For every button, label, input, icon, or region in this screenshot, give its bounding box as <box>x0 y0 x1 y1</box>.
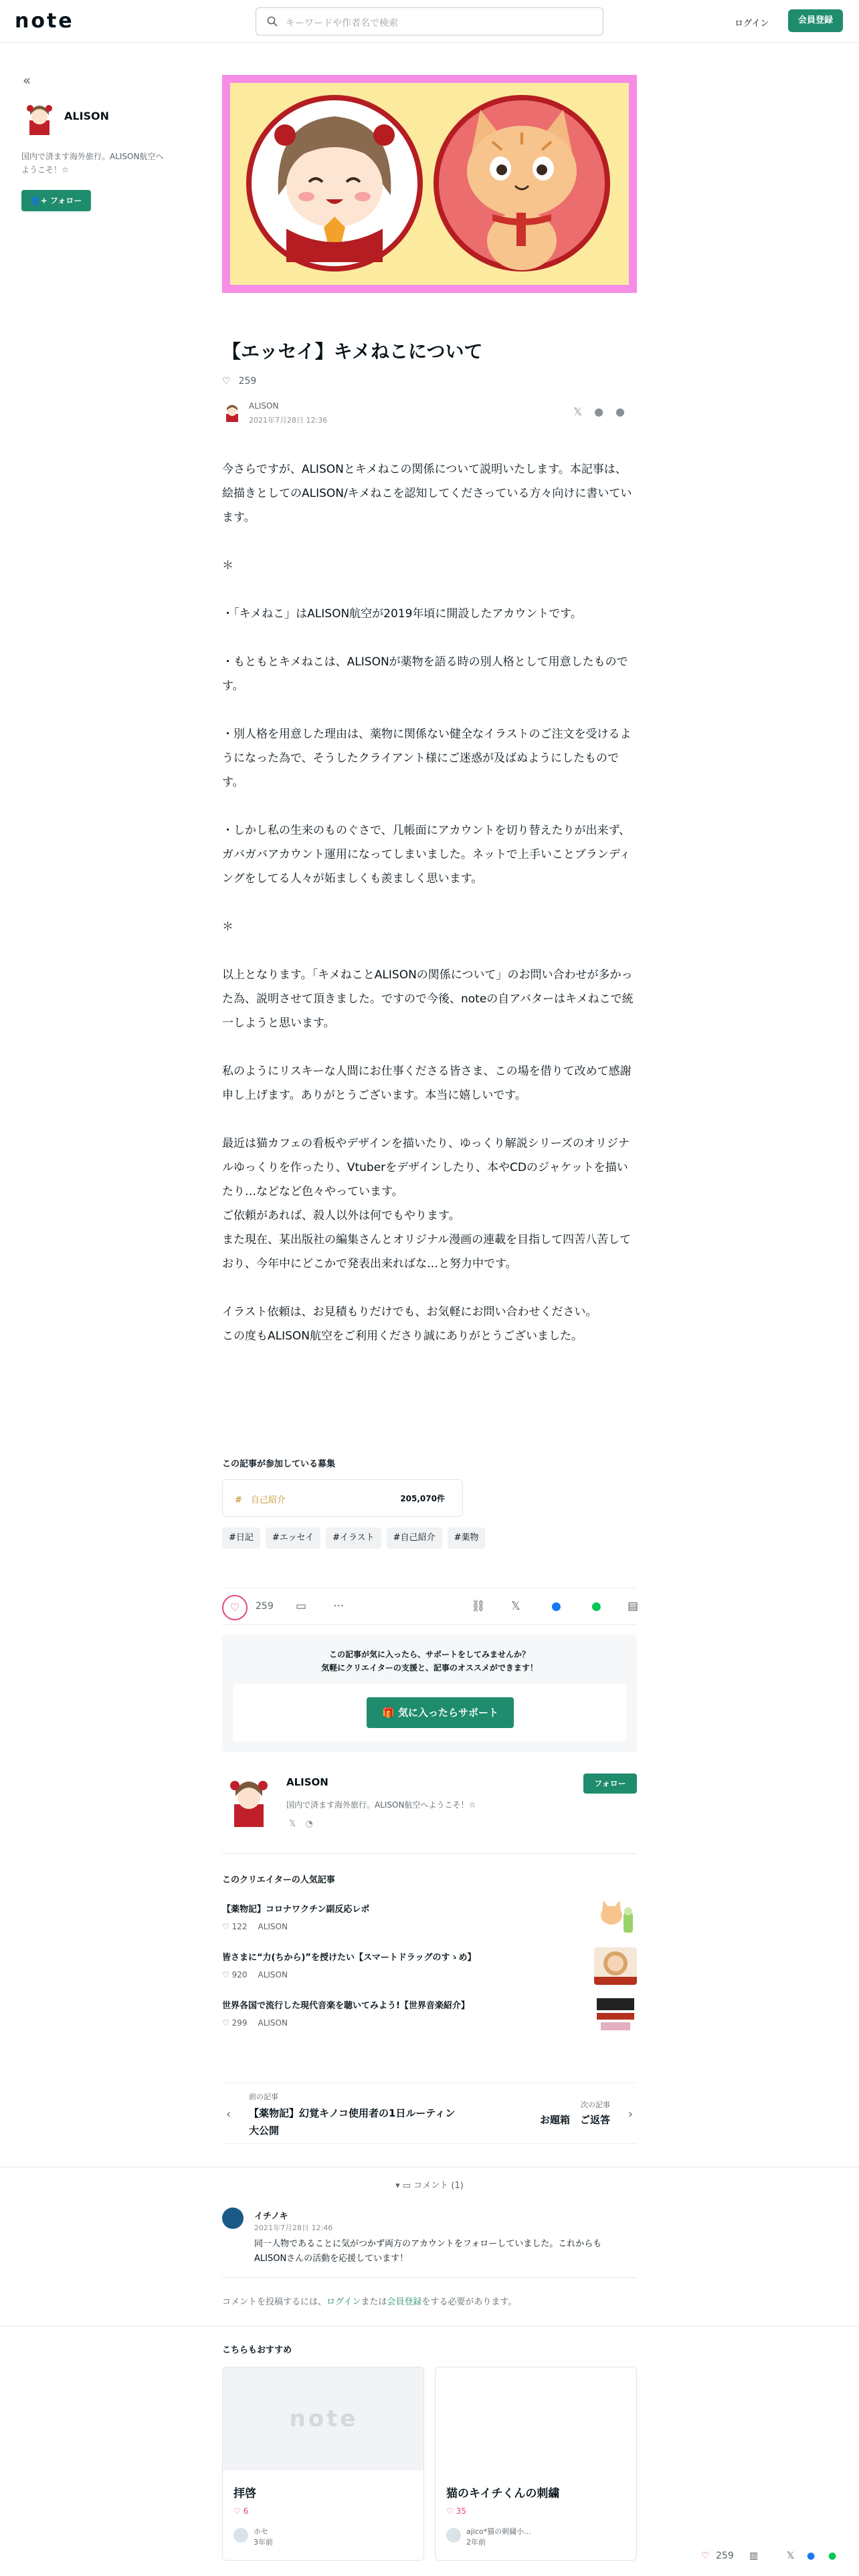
chevron-right-icon[interactable]: › <box>628 2107 633 2121</box>
prev-label: 前の記事 <box>249 2092 278 2101</box>
creator-name[interactable]: ALISON <box>64 110 110 122</box>
popular-title: 【薬物記】コロナワクチン副反応レポ <box>222 1905 370 1915</box>
magazine-icon[interactable]: ▥ <box>749 2551 759 2561</box>
support-line-1: この記事が気に入ったら、サポートをしてみませんか？ <box>328 1650 530 1659</box>
search-icon <box>267 16 278 27</box>
follow-button[interactable]: フォロー <box>583 1774 637 1794</box>
floating-action-bar <box>701 2548 859 2568</box>
recommend-card[interactable] <box>222 2367 424 2561</box>
popular-meta <box>222 2018 288 2028</box>
paragraph: ・しかし私の生来のものぐさで、几帳面にアカウントを切り替えたりが出来ず、ガバガバアカウント運用になってしまいました。ネットで上手いことブランディングをしてる人々が妬ましくも羨ましく思います。 <box>222 824 631 885</box>
note-text: または <box>361 2297 387 2307</box>
popular-likes: 920 <box>231 1970 248 1979</box>
prev-next-nav <box>222 2082 637 2144</box>
card-image <box>436 2367 637 2470</box>
login-link[interactable]: ログイン <box>326 2297 361 2307</box>
floating-like-count: 259 <box>716 2551 734 2561</box>
card-age: 2年前 <box>466 2538 486 2547</box>
support-box <box>222 1634 637 1752</box>
comments-section <box>0 2167 859 2327</box>
heart-icon: ♡ <box>222 1922 232 1931</box>
x-share-icon[interactable]: 𝕏 <box>787 2551 795 2561</box>
search-input[interactable] <box>256 7 603 35</box>
recommend-card[interactable] <box>435 2367 637 2561</box>
card-author-avatar <box>233 2528 248 2543</box>
paragraph: 最近は猫カフェの看板やデザインを描いたり、ゆっくり解説シリーズのオリジナルゆっくりを作ったり、Vtuberをデザインしたり、本やCDのジャケットを描いたり…などなど色々やっています。 ご依頼があれば、殺人以外は何でもやります。 また現在、某出版社の編集さんとオリジナル漫画の連載を目指して四苦八苦しており、今年中にどこかで発表出来ればな…と努力中です。 <box>222 1137 632 1271</box>
paragraph: 以上となります。「キメねことALISONの関係について」のお問い合わせが多かった為、説明させて頂きました。ですので今後、noteの自アバターはキメねこで統一しようと思います。 <box>222 968 634 1030</box>
popular-thumbnail <box>594 1899 637 1937</box>
action-bar <box>222 1588 637 1625</box>
magazine-count: 205,070件 <box>400 1494 445 1503</box>
creator-bio: 国内で済ます海外旅行。ALISON航空へようこそ！☆ <box>286 1800 476 1810</box>
card-author-avatar <box>446 2528 461 2543</box>
popular-article[interactable] <box>222 1996 637 2044</box>
popular-heading: このクリエイターの人気記事 <box>222 1875 335 1885</box>
author-name[interactable]: ALISON <box>249 401 279 411</box>
popular-author: ALISON <box>258 1970 288 1979</box>
hashtag[interactable]: #日記 <box>222 1527 260 1549</box>
like-count: 259 <box>256 1601 274 1612</box>
popular-article[interactable] <box>222 1899 637 1947</box>
support-panel <box>233 1684 626 1741</box>
like-count: 259 <box>238 376 257 387</box>
line-share-icon[interactable]: ● <box>828 2551 837 2561</box>
facebook-share-icon[interactable]: ● <box>594 405 616 418</box>
more-icon[interactable]: ··· <box>333 1600 345 1613</box>
creator-avatar[interactable] <box>21 100 58 136</box>
commenter-name[interactable]: イチノキ <box>254 2212 288 2222</box>
share-icons <box>573 405 637 418</box>
hashtag-list <box>222 1527 490 1549</box>
signup-button[interactable]: 会員登録 <box>788 9 843 32</box>
card-age: 3年前 <box>254 2538 273 2547</box>
line-share-icon[interactable]: ● <box>591 1600 601 1613</box>
x-share-icon[interactable]: 𝕏 <box>511 1600 520 1613</box>
article-likes[interactable] <box>222 376 256 387</box>
follow-button[interactable] <box>21 190 91 211</box>
heart-icon: ♡ <box>446 2506 456 2516</box>
support-button-label: 気に入ったらサポート <box>397 1707 498 1719</box>
login-link[interactable]: ログイン <box>735 19 769 29</box>
paragraph: 今さらですが、ALISONとキメねこの関係について説明いたします。本記事は、絵描きとしてのALISON/キメねこを認知してくださっている方々向けに書いています。 <box>222 463 632 524</box>
magazine-label: この記事が参加している募集 <box>222 1459 336 1469</box>
popular-author: ALISON <box>258 2018 288 2028</box>
recommend-section <box>0 2326 859 2576</box>
author-row <box>222 400 637 429</box>
author-avatar[interactable] <box>222 403 242 423</box>
follow-icon: 👤+ <box>30 196 50 205</box>
hashtag[interactable]: #薬物 <box>448 1527 486 1549</box>
hashtag[interactable]: #イラスト <box>326 1527 381 1549</box>
paragraph: イラスト依頼は、お見積もりだけでも、お気軽にお問い合わせください。 この度もALISON航空をご利用くださり誠にありがとうございました。 <box>222 1305 597 1343</box>
popular-article[interactable] <box>222 1947 637 1996</box>
paragraph: 私のようにリスキーな人間にお仕事くださる皆さま、この場を借りて改めて感謝申し上げます。ありがとうございます。本当に嬉しいです。 <box>222 1065 632 1102</box>
article-body <box>222 457 637 1372</box>
card-like-count: 35 <box>456 2506 466 2516</box>
card-title: 拝啓 <box>233 2487 256 2500</box>
rss-icon[interactable]: ◔ <box>305 1819 322 1829</box>
article-title: 【エッセイ】キメねこについて <box>222 340 483 362</box>
recommend-heading: こちらもおすすめ <box>222 2345 292 2355</box>
popular-likes: 299 <box>231 2018 248 2028</box>
comments-heading: コメント (1) <box>413 2181 464 2191</box>
article-header-image <box>222 75 637 293</box>
card-title: 猫のキイチくんの刺繍 <box>446 2487 560 2500</box>
popular-meta <box>222 1922 288 1931</box>
divider <box>222 2277 637 2278</box>
comment-icon[interactable]: ▭ <box>296 1600 307 1613</box>
heart-icon: ♡ <box>233 2506 244 2516</box>
note-text: コメントを投稿するには、 <box>222 2297 327 2307</box>
popular-meta <box>222 1970 288 1979</box>
heart-icon[interactable]: ♡ <box>701 2551 710 2561</box>
magazine-card[interactable] <box>222 1479 463 1517</box>
heart-icon: ♡ <box>222 376 231 387</box>
card-likes <box>233 2506 248 2516</box>
popular-title: 皆さまに“力(ちから)”を授けたい【スマートドラッグのすゝめ】 <box>222 1953 476 1963</box>
popular-title: 世界各国で流行した現代音楽を聴いてみよう!【世界音楽紹介】 <box>222 2001 470 2011</box>
popular-likes: 122 <box>231 1922 248 1931</box>
paragraph: ＊ <box>222 559 233 572</box>
hashtag[interactable]: #エッセイ <box>266 1527 320 1549</box>
popular-thumbnail <box>594 1996 637 2033</box>
magazine-tag: # 自己紹介 <box>235 1495 286 1505</box>
popular-thumbnail <box>594 1947 637 1985</box>
comment-date: 2021年7月28日 12:46 <box>254 2224 333 2232</box>
creator-name[interactable]: ALISON <box>286 1776 328 1788</box>
like-button-icon[interactable]: ♡ <box>222 1595 248 1620</box>
hashtag[interactable]: #自己紹介 <box>387 1527 442 1549</box>
chevron-left-icon[interactable]: ‹ <box>226 2107 231 2121</box>
creator-links <box>289 1819 322 1829</box>
card-author <box>466 2527 531 2548</box>
paragraph: ＊ <box>222 920 233 934</box>
comment-body: 同一人物であることに気がつかず両方のアカウントをフォローしていました。これからもALISONさんの活動を応援しています！ <box>254 2239 602 2264</box>
sidebar-collapse-icon[interactable]: « <box>23 72 31 88</box>
paragraph: ・「キメねこ」はALISON航空が2019年頃に開設したアカウントです。 <box>222 607 582 621</box>
card-like-count: 6 <box>243 2506 249 2516</box>
embed-icon[interactable]: ▤ <box>628 1600 639 1613</box>
search-placeholder: キーワードや作者名で検索 <box>286 18 398 29</box>
x-share-icon[interactable]: 𝕏 <box>573 405 595 418</box>
prev-article-link[interactable]: 【薬物記】幻覚キノコ使用者の1日ルーティン大公開 <box>249 2107 456 2137</box>
creator-bio: 国内で済ます海外旅行。ALISON航空へようこそ！☆ <box>21 152 164 175</box>
chevron-down-icon: ▾ <box>395 2181 403 2191</box>
comments-toggle[interactable] <box>0 2178 859 2191</box>
facebook-share-icon[interactable]: ● <box>807 2551 816 2561</box>
note-logo[interactable]: note <box>15 9 74 33</box>
publish-date: 2021年7月28日 12:36 <box>249 416 328 425</box>
commenter-avatar[interactable] <box>222 2208 244 2229</box>
heart-icon: ♡ <box>222 1970 232 1979</box>
facebook-share-icon[interactable]: ● <box>551 1600 561 1613</box>
line-share-icon[interactable]: ● <box>615 405 637 418</box>
next-label: 次の記事 <box>581 2101 610 2109</box>
paragraph: ・別人格を用意した理由は、薬物に関係ない健全なイラストのご注文を受けるようになった為で、そうしたクライアント様にご迷惑が及ばぬようにしたものです。 <box>222 728 632 789</box>
next-article-link[interactable]: お題箱 ご返答 <box>539 2114 610 2126</box>
site-header <box>0 0 859 43</box>
popular-author: ALISON <box>258 1922 288 1931</box>
heart-icon: ♡ <box>222 2018 232 2028</box>
paragraph: ・もともとキメねこは、ALISONが薬物を語る時の別人格として用意したものです。 <box>222 655 628 693</box>
gift-icon: 🎁 <box>382 1707 398 1719</box>
card-author-name: ajico*猫の刺繍小... <box>466 2527 531 2536</box>
creator-avatar[interactable] <box>222 1775 276 1828</box>
support-line-2: 気軽にクリエイターの支援と、記事のオススメができます！ <box>321 1663 538 1673</box>
link-icon[interactable]: ⛓ <box>471 1600 486 1613</box>
card-image: note <box>223 2367 424 2470</box>
comment-login-note <box>222 2294 516 2307</box>
follow-label: フォロー <box>50 196 82 205</box>
note-text: をする必要があります。 <box>421 2297 517 2307</box>
comment-icon: ▭ <box>402 2181 414 2191</box>
support-text <box>222 1648 637 1675</box>
x-icon[interactable]: 𝕏 <box>289 1819 306 1829</box>
support-button[interactable] <box>367 1697 514 1728</box>
creator-profile-card <box>222 1768 637 1854</box>
card-likes <box>446 2506 466 2516</box>
card-author <box>254 2527 273 2548</box>
card-author-name: ホセ <box>254 2527 268 2536</box>
signup-link[interactable]: 会員登録 <box>387 2297 422 2307</box>
